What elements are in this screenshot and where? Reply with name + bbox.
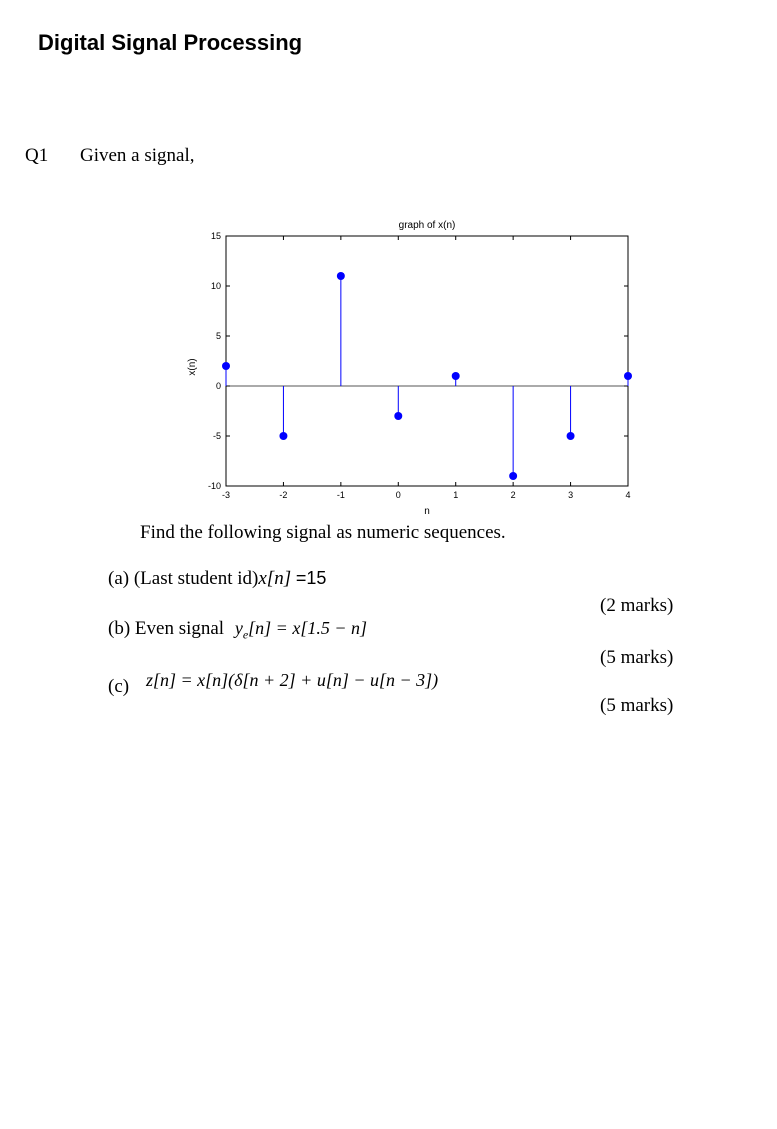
y-tick-label: -5 <box>212 431 221 441</box>
part-c-label: (c) <box>108 676 130 697</box>
y-tick-label: 5 <box>215 331 221 341</box>
stem-marker <box>624 372 632 380</box>
x-tick-label: 2 <box>510 490 516 500</box>
stem-marker <box>394 412 402 420</box>
question-intro: Given a signal, <box>80 145 195 166</box>
y-tick-label: 10 <box>210 281 221 291</box>
x-tick-label: 4 <box>625 490 631 500</box>
stem-marker <box>509 472 517 480</box>
instruction: Find the following signal as numeric sequences. <box>140 522 506 543</box>
y-tick-label: -10 <box>207 481 221 491</box>
chart-ticks <box>208 231 631 500</box>
part-a <box>108 568 326 590</box>
x-tick-label: -1 <box>336 490 345 500</box>
part-b-expr: y <box>234 618 243 638</box>
x-tick-label: 3 <box>568 490 574 500</box>
part-b-expr-sub: e <box>242 627 249 642</box>
stem-marker <box>279 432 287 440</box>
stem-chart <box>170 210 650 520</box>
question-number: Q1 <box>25 145 49 166</box>
plot-frame <box>226 236 628 486</box>
part-a-label: (a) <box>108 568 130 589</box>
stem-marker <box>452 372 460 380</box>
part-c-expr: z[n] = x[n](δ[n + 2] + u[n] − u[n − 3]) <box>146 670 439 690</box>
chart-xlabel: n <box>424 506 430 517</box>
x-tick-label: 0 <box>395 490 401 500</box>
chart-frame <box>226 236 628 486</box>
part-a-marks: (2 marks) <box>600 595 674 616</box>
part-b-marks: (5 marks) <box>600 647 674 668</box>
page-title: Digital Signal Processing <box>38 30 303 55</box>
x-tick-label: 1 <box>453 490 459 500</box>
stem-marker <box>567 432 575 440</box>
y-tick-label: 0 <box>215 381 221 391</box>
stem-marker <box>222 362 230 370</box>
x-tick-label: -2 <box>279 490 288 500</box>
part-a-value: =15 <box>295 568 327 588</box>
part-a-text: (Last student id) <box>133 568 259 589</box>
part-c-marks: (5 marks) <box>600 695 674 716</box>
chart-ylabel: x(n) <box>187 358 198 376</box>
y-tick-label: 15 <box>210 231 221 241</box>
chart-title: graph of x(n) <box>398 220 456 231</box>
part-a-expr: x[n] <box>258 568 292 589</box>
part-b <box>108 618 367 643</box>
part-b-label: (b) <box>108 618 131 639</box>
part-b-expr-rest: [n] = x[1.5 − n] <box>248 618 367 638</box>
stem-marker <box>337 272 345 280</box>
part-b-text: Even signal <box>134 618 225 639</box>
chart-stems <box>222 272 632 480</box>
x-tick-label: -3 <box>221 490 231 500</box>
